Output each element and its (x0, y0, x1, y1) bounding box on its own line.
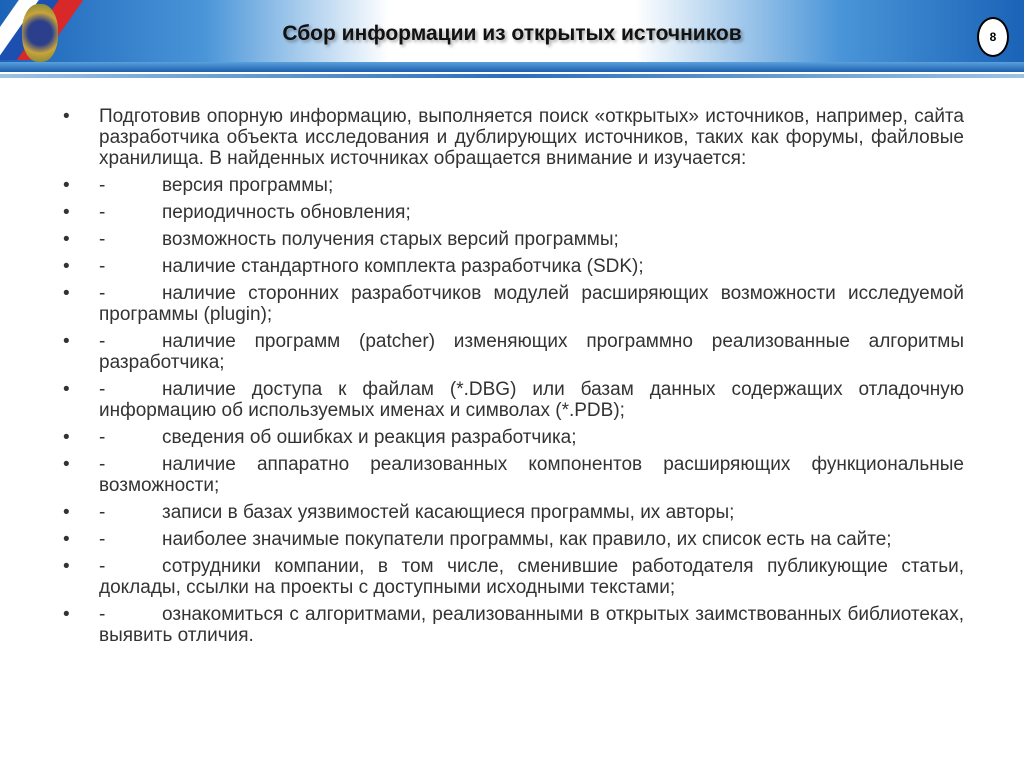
list-item (99, 556, 964, 598)
dash-marker: - (99, 556, 106, 577)
list-item-text: ознакомиться с алгоритмами, реализованными в открытых заимствованных библиотеках, выявить отличия. (99, 604, 964, 646)
list-item (99, 229, 964, 250)
dash-marker: - (99, 229, 106, 250)
dash-marker: - (99, 529, 106, 550)
dash-marker: - (99, 379, 106, 400)
page-number-badge: 8 (977, 17, 1009, 57)
dash-marker: - (99, 175, 106, 196)
dash-marker: - (99, 427, 106, 448)
list-item (99, 502, 964, 523)
dash-marker: - (99, 256, 106, 277)
dash-marker: - (99, 502, 106, 523)
list-item-text: сотрудники компании, в том числе, сменившие работодателя публикующие статьи, доклады, ссылки на проекты с доступными исходными текстами; (99, 556, 964, 598)
list-item-text: версия программы; (162, 175, 334, 196)
bullet-list (99, 106, 964, 652)
list-item (99, 283, 964, 325)
list-item-text: наиболее значимые покупатели программы, как правило, их список есть на сайте; (162, 529, 892, 550)
slide-header (0, 0, 1024, 72)
list-item-text: наличие сторонних разработчиков модулей расширяющих возможности исследуемой программы (plugin); (99, 283, 964, 325)
list-item-text: записи в базах уязвимостей касающиеся программы, их авторы; (162, 502, 735, 523)
list-item-text: наличие программ (patcher) изменяющих программно реализованные алгоритмы разработчика; (99, 331, 964, 373)
list-item-text: наличие доступа к файлам (*.DBG) или базам данных содержащих отладочную информацию об используемых именах и символах (*.PDB); (99, 379, 964, 421)
list-item (99, 256, 964, 277)
list-item (99, 529, 964, 550)
list-item-text: наличие стандартного комплекта разработчика (SDK); (162, 256, 644, 277)
dash-marker: - (99, 454, 106, 475)
list-item (99, 202, 964, 223)
list-item-text: наличие аппаратно реализованных компонентов расширяющих функциональные возможности; (99, 454, 964, 496)
list-item-text: возможность получения старых версий программы; (162, 229, 619, 250)
list-item (99, 379, 964, 421)
dash-marker: - (99, 604, 106, 625)
header-divider (0, 74, 1024, 78)
intro-paragraph: • Подготовив опорную информацию, выполняется поиск «открытых» источников, например, сайта разработчика объекта исследования и дублирующих источников, таких как форумы, файловые хранилища. В найденных источниках обращается внимание и изучается: (99, 106, 964, 169)
list-item (99, 175, 964, 196)
list-item (99, 604, 964, 646)
slide-title: Сбор информации из открытых источников (282, 22, 742, 45)
list-item (99, 454, 964, 496)
list-item (99, 427, 964, 448)
dash-marker: - (99, 283, 106, 304)
dash-marker: - (99, 331, 106, 352)
list-item-text: периодичность обновления; (162, 202, 411, 223)
list-item (99, 331, 964, 373)
list-item-text: сведения об ошибках и реакция разработчика; (162, 427, 577, 448)
dash-marker: - (99, 202, 106, 223)
